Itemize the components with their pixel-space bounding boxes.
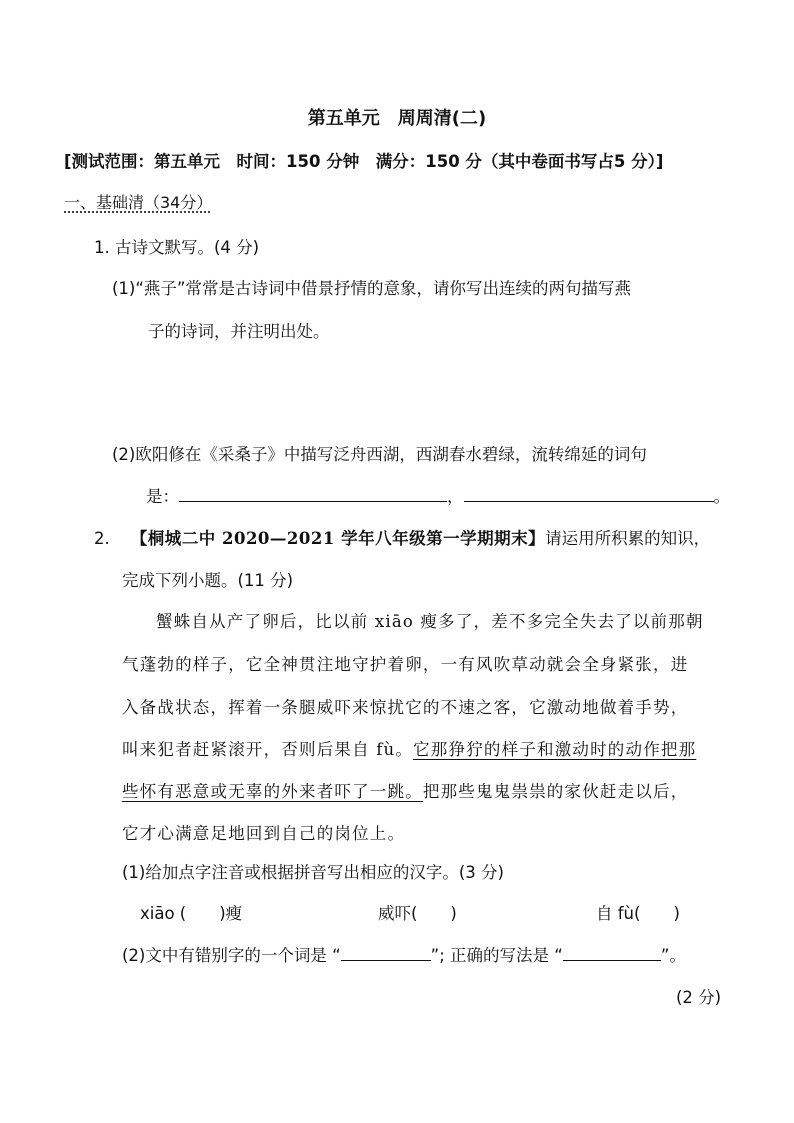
period: 。 bbox=[713, 487, 730, 506]
question-1-part-1-line-1: (1)“燕子”常常是古诗词中借景抒情的意象，请你写出连续的两句描写燕 bbox=[112, 279, 631, 298]
question-2-sub-1: (1)给加点字注音或根据拼音写出相应的汉字。(3 分) bbox=[122, 863, 504, 882]
passage-line-4-plain: 叫来犯者赶紧滚开，否则后果自 fù。 bbox=[122, 740, 414, 759]
test-scope: [测试范围：第五单元 时间：150 分钟 满分：150 分（其中卷面书写占5 分）] bbox=[64, 152, 664, 171]
question-2-header bbox=[94, 525, 710, 549]
question-2-sub-2 bbox=[122, 942, 686, 966]
passage-line-3: 入备战状态，挥着一条腿威吓来惊扰它的不速之客，它激动地做着手势， bbox=[122, 698, 689, 717]
passage-underlined-sentence-start: 它那狰狞的样子和激动时的动作把那 bbox=[413, 740, 697, 759]
passage-line-5 bbox=[122, 778, 688, 802]
question-1-part-2-line-1: (2)欧阳修在《采桑子》中描写泛舟西湖，西湖春水碧绿，流转绵延的词句 bbox=[112, 445, 647, 464]
question-2-source: 【桐城二中 2020—2021 学年八年级第一学期期末】 bbox=[130, 529, 546, 548]
pinyin-item-xiao[interactable]: xiāo ( )瘦 bbox=[140, 904, 243, 923]
question-1-header: 1. 古诗文默写。(4 分) bbox=[94, 238, 260, 257]
question-2-header-line-2: 完成下列小题。(11 分) bbox=[122, 571, 294, 590]
question-2-sub-2-score: (2 分) bbox=[676, 988, 722, 1007]
passage-line-5-plain: 把那些鬼鬼祟祟的家伙赶走以后， bbox=[422, 782, 689, 801]
page-title: 第五单元 周周清(二) bbox=[307, 108, 487, 129]
passage-underlined-sentence-end: 些怀有恶意或无辜的外来者吓了一跳。 bbox=[122, 782, 423, 801]
comma: ， bbox=[447, 487, 464, 506]
answer-prefix: 是： bbox=[146, 487, 179, 506]
wrong-word-blank[interactable] bbox=[341, 944, 431, 961]
section-heading: 一、基础清（34分） bbox=[64, 193, 213, 212]
passage-line-4 bbox=[122, 736, 696, 760]
passage-line-1: 蟹蛛自从产了卵后，比以前 xiāo 瘦多了，差不多完全失去了以前那朝 bbox=[156, 612, 704, 631]
pinyin-item-weihe[interactable]: 威吓( ) bbox=[378, 904, 457, 923]
correct-word-blank[interactable] bbox=[563, 944, 661, 961]
passage-line-2: 气蓬勃的样子，它全神贯注地守护着卵，一有风吹草动就会全身紧张，进 bbox=[122, 655, 689, 674]
answer-blank-1[interactable] bbox=[179, 485, 447, 502]
passage-line-6: 它才心满意足地回到自己的岗位上。 bbox=[122, 824, 406, 843]
question-1-part-1-line-2: 子的诗词，并注明出处。 bbox=[148, 322, 330, 341]
answer-blank-2[interactable] bbox=[464, 485, 714, 502]
question-1-part-2-line-2 bbox=[146, 483, 730, 507]
pinyin-item-fu[interactable]: 自 fù( ) bbox=[596, 904, 680, 923]
sub-2-text-a: (2)文中有错别字的一个词是 “ bbox=[122, 946, 341, 965]
sub-2-text-b: ”; 正确的写法是 “ bbox=[430, 946, 563, 965]
sub-2-text-c: ”。 bbox=[660, 946, 686, 965]
question-2-number: 2. bbox=[94, 529, 110, 548]
question-2-header-rest: 请运用所积累的知识， bbox=[545, 529, 711, 548]
